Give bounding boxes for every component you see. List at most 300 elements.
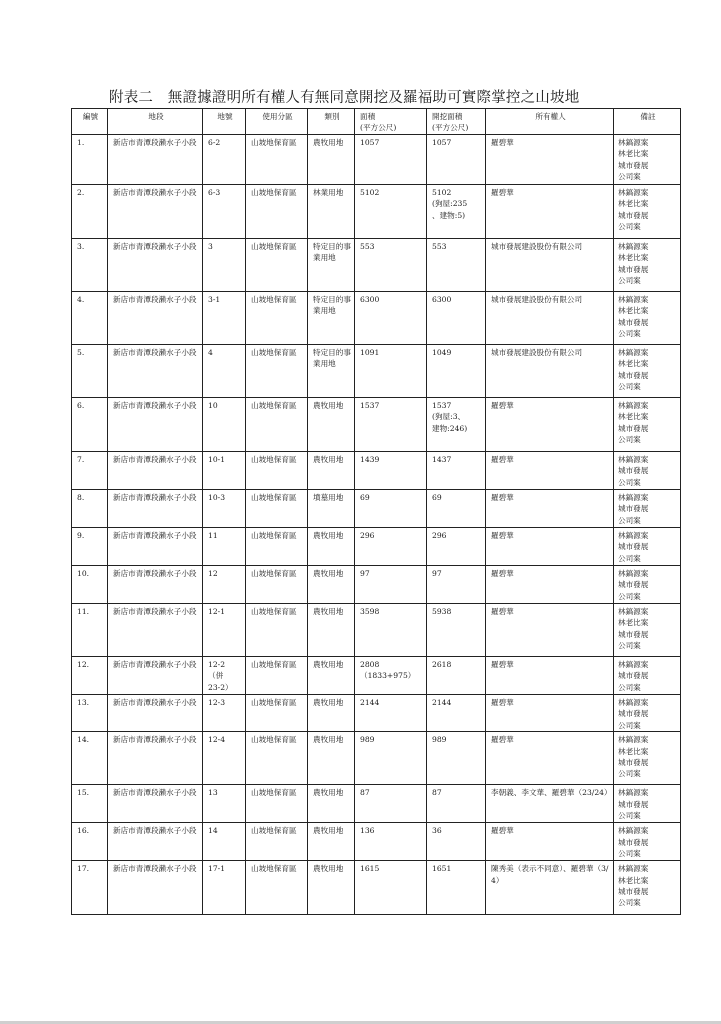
cell-no: 14. — [72, 732, 108, 785]
cell-excavated-line: 989 — [432, 735, 447, 745]
cell-section: 新店市青潭段瀨水子小段 — [108, 528, 203, 566]
cell-owner: 羅碧華 — [486, 452, 614, 490]
cell-note — [614, 490, 681, 528]
land-table — [71, 108, 681, 915]
cell-note-line: 林老比案 — [618, 149, 649, 159]
cell-category: 農牧用地 — [308, 528, 355, 566]
table-row — [72, 292, 681, 345]
cell-lot — [203, 604, 246, 657]
header-row — [72, 109, 681, 135]
cell-section: 新店市青潭段瀨水子小段 — [108, 345, 203, 398]
cell-note-line: 公司案 — [618, 329, 641, 339]
cell-zone: 山坡地保育區 — [246, 732, 308, 785]
cell-excavated-line: 553 — [432, 242, 447, 251]
cell-owner: 羅碧華 — [486, 695, 614, 732]
cell-lot-line: 11 — [208, 531, 218, 540]
cell-zone: 山坡地保育區 — [246, 239, 308, 292]
cell-section: 新店市青潭段瀨水子小段 — [108, 398, 203, 452]
cell-note-line: 林老比案 — [618, 253, 649, 263]
cell-excavated-line: 5938 — [432, 607, 452, 616]
cell-lot — [203, 657, 246, 695]
cell-area — [355, 823, 427, 861]
cell-note-line: 城市發展 — [618, 370, 649, 380]
cell-section: 新店市青潭段瀨水子小段 — [108, 604, 203, 657]
cell-area-line: 553 — [360, 242, 375, 251]
cell-zone: 山坡地保育區 — [246, 345, 308, 398]
cell-excavated-line: 6300 — [432, 295, 452, 304]
cell-lot — [203, 861, 246, 915]
cell-note-line: 林老比案 — [618, 875, 649, 885]
cell-note-line: 林鎬源案 — [618, 401, 649, 410]
table-row — [72, 566, 681, 604]
cell-note-line: 公司案 — [618, 172, 641, 182]
cell-area — [355, 345, 427, 398]
cell-no: 15. — [72, 785, 108, 823]
cell-note-line: 公司案 — [618, 682, 641, 692]
cell-lot — [203, 528, 246, 566]
cell-zone: 山坡地保育區 — [246, 528, 308, 566]
cell-category: 農牧用地 — [308, 398, 355, 452]
cell-owner: 李朝義、李文華、羅碧華（23/24） — [486, 785, 614, 823]
cell-note-line: 公司案 — [618, 591, 641, 601]
cell-note — [614, 528, 681, 566]
cell-excavated — [427, 566, 486, 604]
cell-category: 農牧用地 — [308, 604, 355, 657]
cell-note-line: 林老比案 — [618, 199, 649, 209]
cell-area-line: 1091 — [360, 348, 380, 357]
cell-note-line: 林鎬源案 — [618, 735, 649, 745]
cell-area-line: 136 — [360, 826, 375, 836]
cell-lot-line: 12-3 — [208, 698, 226, 707]
col-header-owner: 所有權人 — [486, 109, 614, 135]
cell-note-line: 公司案 — [618, 435, 641, 445]
cell-lot-line: 6-3 — [208, 188, 221, 197]
cell-excavated — [427, 292, 486, 345]
cell-note-line: 公司案 — [618, 849, 641, 859]
cell-area — [355, 398, 427, 452]
cell-section: 新店市青潭段瀨水子小段 — [108, 695, 203, 732]
cell-no: 8. — [72, 490, 108, 528]
cell-category: 農牧用地 — [308, 135, 355, 185]
cell-note-line: 林老比案 — [618, 746, 649, 756]
table-row — [72, 490, 681, 528]
cell-note-line: 公司案 — [618, 811, 641, 821]
col-header-area-line2: (平方公尺) — [360, 123, 397, 133]
cell-lot — [203, 695, 246, 732]
cell-no: 3. — [72, 239, 108, 292]
cell-lot-line: 13 — [208, 788, 218, 798]
cell-zone: 山坡地保育區 — [246, 785, 308, 823]
cell-note-line: 城市發展 — [618, 837, 649, 847]
cell-note-line: 公司案 — [618, 477, 641, 487]
cell-category: 墳墓用地 — [308, 490, 355, 528]
cell-lot-line: 12-2 — [208, 660, 226, 669]
cell-area-line: 5102 — [360, 188, 380, 197]
cell-note-line: 林老比案 — [618, 412, 649, 422]
cell-no: 6. — [72, 398, 108, 452]
cell-area-line: 1537 — [360, 401, 380, 410]
cell-note — [614, 695, 681, 732]
cell-excavated — [427, 785, 486, 823]
col-header-area-line1: 面積 — [360, 112, 376, 121]
col-header-lot: 地號 — [203, 109, 246, 135]
cell-excavated-line: 97 — [432, 569, 442, 578]
col-header-no: 編號 — [72, 109, 108, 135]
cell-excavated-line: (狗屋:3、 — [432, 412, 466, 422]
cell-area — [355, 528, 427, 566]
cell-note-line: 城市發展 — [618, 758, 649, 768]
cell-excavated-line: 69 — [432, 493, 442, 502]
col-header-area — [355, 109, 427, 135]
cell-area — [355, 292, 427, 345]
cell-zone: 山坡地保育區 — [246, 490, 308, 528]
cell-owner: 城市發展建設股份有限公司 — [486, 345, 614, 398]
table-row — [72, 604, 681, 657]
cell-excavated-line: 1057 — [432, 138, 452, 147]
cell-area-line: 2144 — [360, 698, 380, 707]
cell-area-line: 296 — [360, 531, 375, 540]
cell-area-line: 1615 — [360, 864, 380, 874]
cell-note-line: 林鎬源案 — [618, 607, 649, 616]
cell-no: 9. — [72, 528, 108, 566]
cell-note-line: 林鎬源案 — [618, 295, 649, 304]
cell-note — [614, 135, 681, 185]
cell-lot — [203, 135, 246, 185]
cell-note-line: 林鎬源案 — [618, 242, 649, 251]
cell-category: 農牧用地 — [308, 785, 355, 823]
cell-note-line: 公司案 — [618, 276, 641, 286]
cell-no: 10. — [72, 566, 108, 604]
col-header-section: 地段 — [108, 109, 203, 135]
cell-owner: 羅碧華 — [486, 823, 614, 861]
cell-area-line: 989 — [360, 735, 375, 745]
cell-owner: 陳秀美（表示不同意）、羅碧華（3/4） — [486, 861, 614, 915]
cell-excavated — [427, 398, 486, 452]
cell-no: 12. — [72, 657, 108, 695]
cell-category: 特定目的事業用地 — [308, 345, 355, 398]
cell-note-line: 城市發展 — [618, 799, 649, 809]
cell-note-line: 公司案 — [618, 720, 641, 730]
cell-category: 農牧用地 — [308, 732, 355, 785]
cell-zone: 山坡地保育區 — [246, 292, 308, 345]
cell-note-line: 林鎬源案 — [618, 864, 649, 874]
cell-note — [614, 345, 681, 398]
cell-note-line: 公司案 — [618, 515, 641, 525]
cell-lot — [203, 732, 246, 785]
page-title: 附表二 無證據證明所有權人有無同意開挖及羅福助可實際掌控之山坡地 — [109, 90, 580, 106]
cell-lot — [203, 398, 246, 452]
cell-area — [355, 185, 427, 239]
cell-no: 1. — [72, 135, 108, 185]
cell-area-line: 97 — [360, 569, 370, 578]
cell-area — [355, 452, 427, 490]
cell-category: 特定目的事業用地 — [308, 292, 355, 345]
table-row — [72, 528, 681, 566]
cell-area — [355, 695, 427, 732]
table-row — [72, 452, 681, 490]
cell-note — [614, 185, 681, 239]
cell-area — [355, 657, 427, 695]
cell-category: 農牧用地 — [308, 657, 355, 695]
cell-area-line: 6300 — [360, 295, 380, 304]
cell-lot-line: 6-2 — [208, 138, 221, 147]
col-header-category: 類別 — [308, 109, 355, 135]
cell-zone: 山坡地保育區 — [246, 657, 308, 695]
cell-excavated — [427, 239, 486, 292]
cell-owner: 城市發展建設股份有限公司 — [486, 292, 614, 345]
cell-note-line: 林鎬源案 — [618, 138, 649, 147]
table-row — [72, 657, 681, 695]
table-row — [72, 861, 681, 915]
cell-owner: 羅碧華 — [486, 398, 614, 452]
cell-excavated — [427, 657, 486, 695]
cell-area — [355, 490, 427, 528]
cell-section: 新店市青潭段瀨水子小段 — [108, 566, 203, 604]
cell-lot-line: 3 — [208, 242, 213, 251]
cell-note — [614, 239, 681, 292]
cell-section: 新店市青潭段瀨水子小段 — [108, 239, 203, 292]
cell-note-line: 城市發展 — [618, 709, 649, 719]
cell-excavated-line: 2144 — [432, 698, 452, 707]
cell-excavated — [427, 823, 486, 861]
cell-no: 5. — [72, 345, 108, 398]
cell-no: 2. — [72, 185, 108, 239]
cell-excavated-line: 1437 — [432, 455, 452, 464]
cell-excavated — [427, 135, 486, 185]
cell-excavated-line: 36 — [432, 826, 442, 836]
cell-section: 新店市青潭段瀨水子小段 — [108, 292, 203, 345]
cell-note-line: 城市發展 — [618, 504, 649, 514]
cell-zone: 山坡地保育區 — [246, 452, 308, 490]
cell-excavated — [427, 732, 486, 785]
cell-lot — [203, 345, 246, 398]
cell-note-line: 城市發展 — [618, 317, 649, 327]
cell-area — [355, 861, 427, 915]
cell-section: 新店市青潭段瀨水子小段 — [108, 135, 203, 185]
cell-lot-line: 17-1 — [208, 864, 226, 874]
cell-lot-line: 12 — [208, 569, 218, 578]
cell-owner: 羅碧華 — [486, 135, 614, 185]
cell-area-line: 69 — [360, 493, 370, 502]
cell-excavated — [427, 185, 486, 239]
cell-zone: 山坡地保育區 — [246, 823, 308, 861]
cell-zone: 山坡地保育區 — [246, 861, 308, 915]
cell-area-line: 87 — [360, 788, 370, 798]
cell-area-line: 1057 — [360, 138, 380, 147]
table-row — [72, 185, 681, 239]
cell-note-line: 林鎬源案 — [618, 531, 649, 540]
cell-excavated-line: 2618 — [432, 660, 452, 669]
cell-note — [614, 604, 681, 657]
cell-excavated — [427, 345, 486, 398]
table-row — [72, 823, 681, 861]
cell-section: 新店市青潭段瀨水子小段 — [108, 452, 203, 490]
cell-note — [614, 732, 681, 785]
cell-lot — [203, 452, 246, 490]
table-row — [72, 239, 681, 292]
cell-excavated-line: 87 — [432, 788, 442, 798]
cell-note-line: 林鎬源案 — [618, 569, 649, 578]
cell-owner: 羅碧華 — [486, 604, 614, 657]
col-header-excavated-line2: (平方公尺) — [432, 123, 469, 133]
cell-lot — [203, 823, 246, 861]
cell-zone: 山坡地保育區 — [246, 398, 308, 452]
cell-excavated — [427, 861, 486, 915]
cell-note-line: 城市發展 — [618, 466, 649, 476]
cell-note — [614, 861, 681, 915]
cell-note-line: 公司案 — [618, 553, 641, 563]
cell-zone: 山坡地保育區 — [246, 185, 308, 239]
cell-section: 新店市青潭段瀨水子小段 — [108, 785, 203, 823]
cell-excavated-line: 、建物:5) — [432, 210, 466, 220]
cell-excavated-line: 1537 — [432, 401, 452, 410]
cell-note — [614, 566, 681, 604]
cell-excavated — [427, 490, 486, 528]
cell-note-line: 城市發展 — [618, 629, 649, 639]
cell-note-line: 林鎬源案 — [618, 188, 649, 197]
cell-area — [355, 239, 427, 292]
cell-zone: 山坡地保育區 — [246, 604, 308, 657]
cell-note — [614, 398, 681, 452]
cell-note-line: 城市發展 — [618, 264, 649, 274]
cell-excavated — [427, 452, 486, 490]
cell-note-line: 城市發展 — [618, 160, 649, 170]
cell-note-line: 公司案 — [618, 641, 641, 651]
cell-area-line: 2808 — [360, 660, 380, 669]
cell-no: 17. — [72, 861, 108, 915]
cell-area — [355, 785, 427, 823]
cell-note — [614, 785, 681, 823]
cell-lot-line: 14 — [208, 826, 218, 836]
table-row — [72, 135, 681, 185]
cell-area-line: 1439 — [360, 455, 380, 464]
cell-note — [614, 823, 681, 861]
cell-zone: 山坡地保育區 — [246, 695, 308, 732]
cell-no: 7. — [72, 452, 108, 490]
cell-lot — [203, 490, 246, 528]
cell-note-line: 公司案 — [618, 898, 641, 908]
cell-note-line: 林鎬源案 — [618, 660, 649, 669]
cell-note-line: 城市發展 — [618, 210, 649, 220]
col-header-note: 備註 — [614, 109, 681, 135]
cell-lot-line: 10-1 — [208, 455, 226, 464]
table-row — [72, 345, 681, 398]
cell-no: 16. — [72, 823, 108, 861]
cell-note-line: 城市發展 — [618, 580, 649, 590]
cell-lot-line: （併 — [208, 671, 224, 681]
cell-note-line: 公司案 — [618, 382, 641, 392]
cell-note-line: 林鎬源案 — [618, 348, 649, 357]
table-row — [72, 695, 681, 732]
cell-excavated — [427, 528, 486, 566]
cell-lot — [203, 292, 246, 345]
cell-excavated-line: 1651 — [432, 864, 452, 874]
cell-section: 新店市青潭段瀨水子小段 — [108, 185, 203, 239]
cell-area — [355, 732, 427, 785]
cell-lot — [203, 185, 246, 239]
cell-category: 農牧用地 — [308, 566, 355, 604]
cell-category: 農牧用地 — [308, 452, 355, 490]
cell-zone: 山坡地保育區 — [246, 135, 308, 185]
cell-excavated-line: (狗屋:235 — [432, 199, 468, 209]
cell-note — [614, 657, 681, 695]
table-header — [72, 109, 681, 135]
col-header-excavated-line1: 開挖面積 — [432, 112, 463, 121]
col-header-zone: 使用分區 — [246, 109, 308, 135]
cell-note-line: 林老比案 — [618, 618, 649, 628]
col-header-excavated — [427, 109, 486, 135]
cell-lot-line: 12-4 — [208, 735, 226, 745]
cell-area — [355, 604, 427, 657]
cell-note-line: 城市發展 — [618, 423, 649, 433]
cell-note-line: 公司案 — [618, 222, 641, 232]
cell-section: 新店市青潭段瀨水子小段 — [108, 823, 203, 861]
cell-lot-line: 10-3 — [208, 493, 226, 502]
cell-excavated-line: 建物:246) — [432, 423, 468, 433]
cell-category: 農牧用地 — [308, 861, 355, 915]
cell-area — [355, 135, 427, 185]
cell-note — [614, 452, 681, 490]
cell-lot-line: 10 — [208, 401, 218, 410]
table-row — [72, 398, 681, 452]
cell-excavated-line: 296 — [432, 531, 447, 540]
table-row — [72, 785, 681, 823]
cell-owner: 城市發展建設股份有限公司 — [486, 239, 614, 292]
cell-section: 新店市青潭段瀨水子小段 — [108, 490, 203, 528]
cell-note-line: 城市發展 — [618, 887, 649, 897]
cell-excavated — [427, 695, 486, 732]
cell-lot-line: 12-1 — [208, 607, 226, 616]
cell-section: 新店市青潭段瀨水子小段 — [108, 732, 203, 785]
table-body — [72, 135, 681, 915]
cell-category: 農牧用地 — [308, 823, 355, 861]
cell-area-line: （1833+975） — [360, 671, 416, 681]
cell-note-line: 林鎬源案 — [618, 698, 649, 707]
cell-note-line: 林鎬源案 — [618, 493, 649, 502]
cell-excavated-line: 1049 — [432, 348, 452, 357]
cell-lot-line: 4 — [208, 348, 213, 357]
cell-owner: 羅碧華 — [486, 490, 614, 528]
cell-note-line: 林老比案 — [618, 359, 649, 369]
cell-no: 13. — [72, 695, 108, 732]
cell-no: 4. — [72, 292, 108, 345]
cell-section: 新店市青潭段瀨水子小段 — [108, 657, 203, 695]
cell-category: 農牧用地 — [308, 695, 355, 732]
cell-excavated-line: 5102 — [432, 188, 452, 197]
cell-note-line: 城市發展 — [618, 671, 649, 681]
cell-section: 新店市青潭段瀨水子小段 — [108, 861, 203, 915]
cell-note-line: 林鎬源案 — [618, 455, 649, 464]
cell-zone: 山坡地保育區 — [246, 566, 308, 604]
cell-note-line: 林鎬源案 — [618, 826, 649, 836]
cell-lot — [203, 785, 246, 823]
cell-owner: 羅碧華 — [486, 185, 614, 239]
cell-area — [355, 566, 427, 604]
cell-lot-line: 23-2） — [208, 682, 233, 692]
cell-excavated — [427, 604, 486, 657]
cell-owner: 羅碧華 — [486, 566, 614, 604]
cell-note-line: 公司案 — [618, 769, 641, 779]
cell-owner: 羅碧華 — [486, 528, 614, 566]
cell-note-line: 城市發展 — [618, 542, 649, 552]
cell-category: 特定目的事業用地 — [308, 239, 355, 292]
cell-lot — [203, 566, 246, 604]
cell-no: 11. — [72, 604, 108, 657]
cell-note — [614, 292, 681, 345]
cell-lot — [203, 239, 246, 292]
cell-category: 林業用地 — [308, 185, 355, 239]
table-row — [72, 732, 681, 785]
